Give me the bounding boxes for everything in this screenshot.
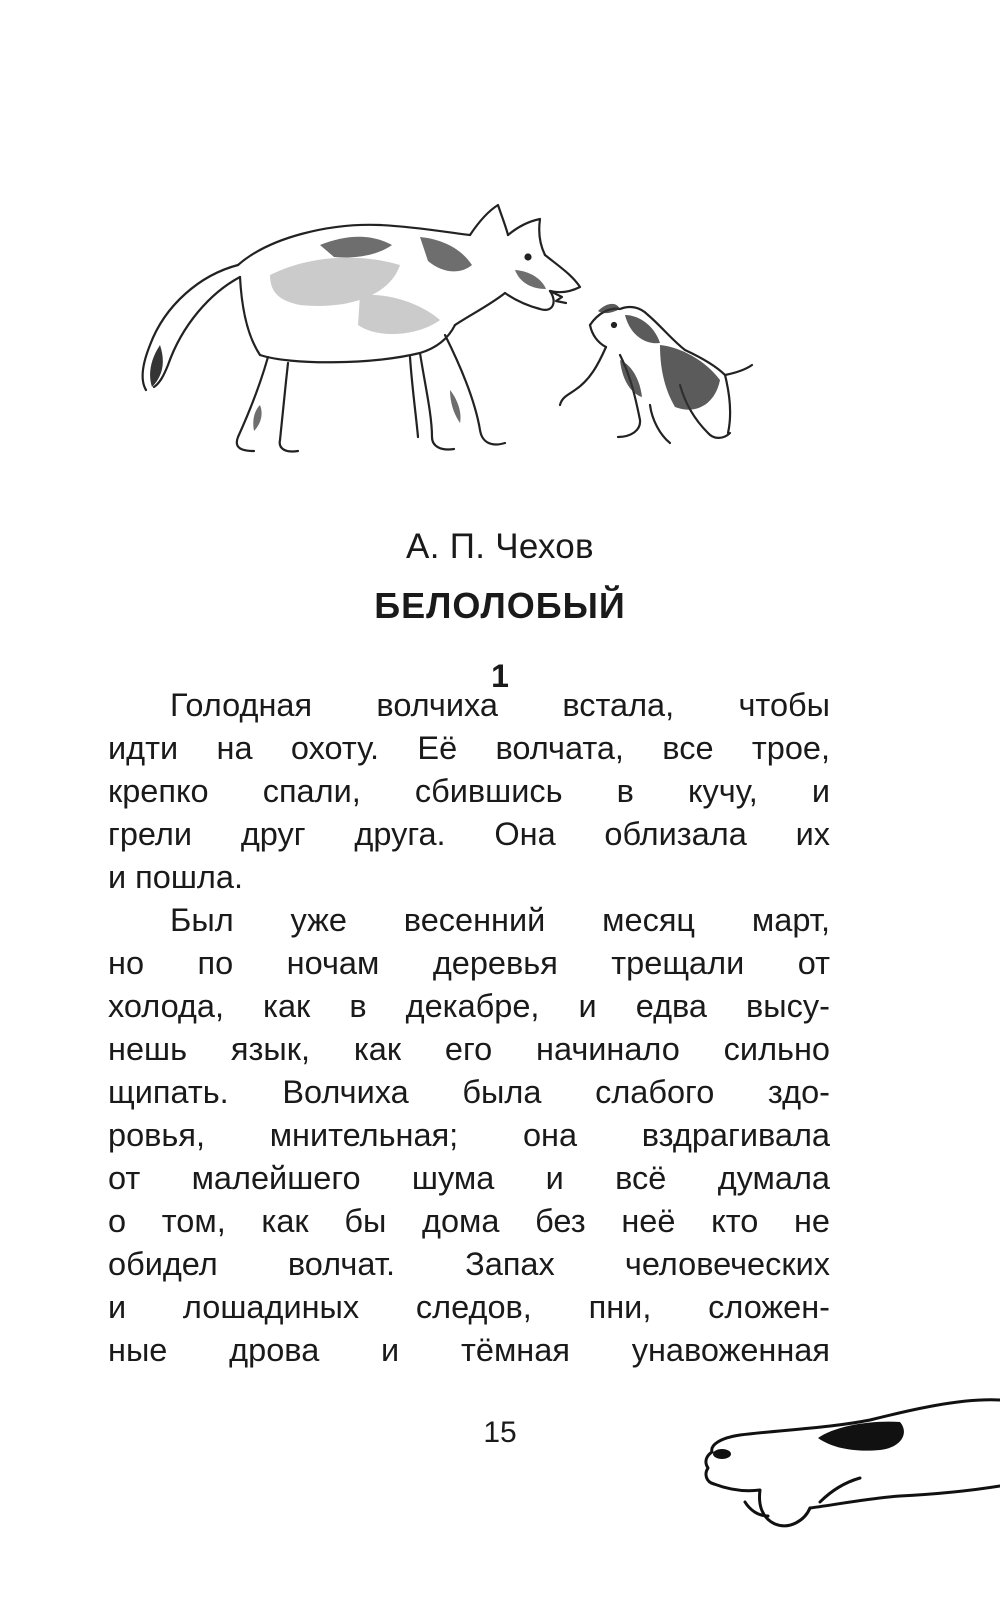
text-line: и лошадиных следов, пни, сложен- — [108, 1289, 830, 1325]
text-line: нешь язык, как его начинало сильно — [108, 1031, 830, 1067]
text-line: Был уже весенний месяц март, — [170, 902, 830, 938]
text-line: щипать. Волчиха была слабого здо- — [108, 1074, 830, 1110]
text-line: обидел волчат. Запах человеческих — [108, 1246, 830, 1282]
text-line: холода, как в декабре, и едва высу- — [108, 988, 830, 1024]
text-line: крепко спали, сбившись в кучу, и — [108, 773, 830, 809]
text-line: от малейшего шума и всё думала — [108, 1160, 830, 1196]
text-line: идти на охоту. Её волчата, все трое, — [108, 730, 830, 766]
wolf-and-puppy-illustration — [120, 175, 800, 505]
text-line: ные дрова и тёмная унавоженная — [108, 1332, 830, 1368]
page-number: 15 — [483, 1416, 517, 1449]
author-name: А. П. Чехов — [406, 527, 594, 566]
text-line: ровья, мнительная; она вздрагивала — [108, 1117, 830, 1153]
paw-decoration-icon — [700, 1390, 1000, 1560]
story-title: БЕЛОЛОБЫЙ — [374, 585, 626, 626]
text-line: и пошла. — [108, 859, 243, 895]
chapter-number: 1 — [491, 658, 509, 694]
text-line: о том, как бы дома без неё кто не — [108, 1203, 830, 1239]
text-line: Голодная волчиха встала, чтобы — [170, 687, 830, 723]
text-line: грели друг друга. Она облизала их — [108, 816, 830, 852]
story-text — [108, 684, 830, 1372]
text-line: но по ночам деревья трещали от — [108, 945, 830, 981]
